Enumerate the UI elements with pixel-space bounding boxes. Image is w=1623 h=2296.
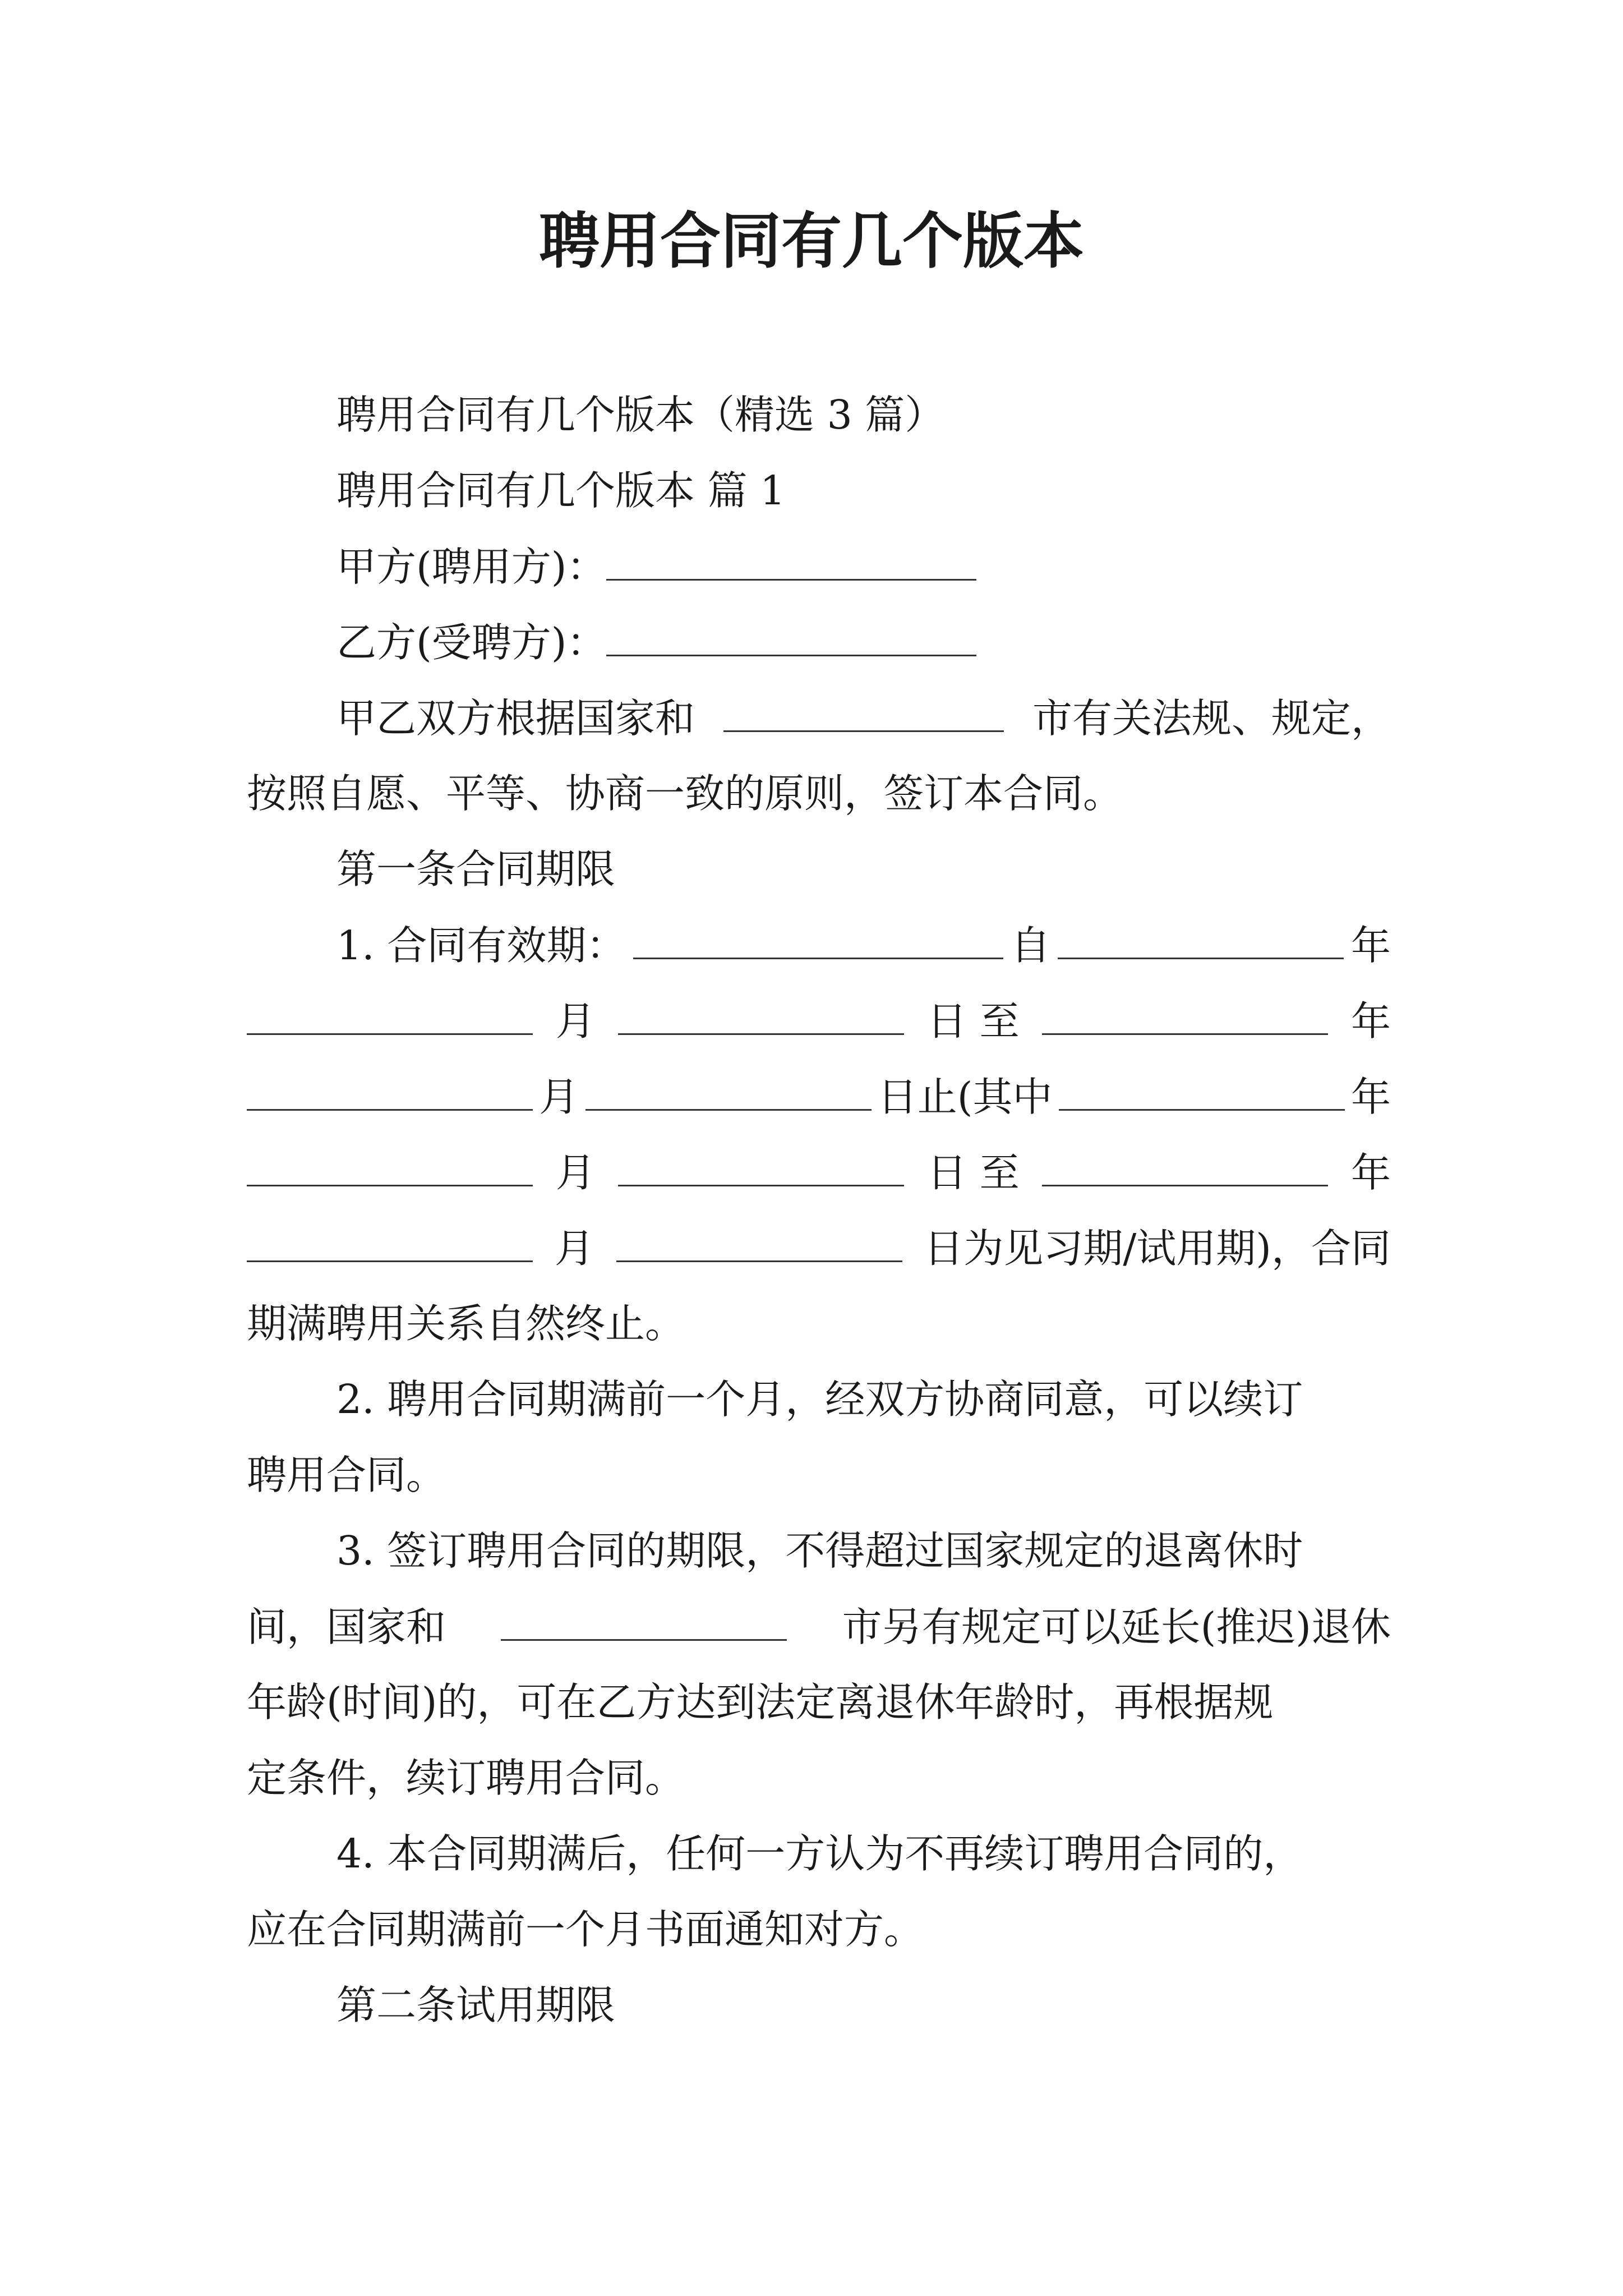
blank-field: [247, 1220, 533, 1262]
paragraph-line: 4. 本合同期满后，任何一方认为不再续订聘用合同的，: [336, 1830, 1303, 1877]
paragraph-line: [247, 1069, 1391, 1125]
paragraph-line: 2. 聘用合同期满前一个月，经双方协商同意，可以续订: [336, 1376, 1303, 1423]
blank-field: [247, 993, 533, 1035]
text: 间，国家和: [247, 1604, 446, 1650]
paragraph-line: [336, 917, 1391, 974]
text: 日止(其中: [877, 1074, 1053, 1120]
party-a-label: 甲方(聘用方)：: [336, 544, 607, 590]
blank-field: [618, 1144, 904, 1186]
paragraph-line: [247, 1220, 1391, 1277]
text: 月: [554, 1225, 594, 1272]
party-a-line: [336, 539, 1391, 595]
paragraph-line: 期满聘用关系自然终止。: [247, 1300, 685, 1347]
blank-field: [723, 690, 1004, 732]
blank-field: [616, 1220, 902, 1262]
text: 自: [1011, 922, 1051, 969]
article-heading: 第一条合同期限: [336, 846, 616, 892]
blank-field: [247, 1069, 533, 1111]
text: 日为见习期/试用期)，合同: [924, 1225, 1391, 1272]
text: 年: [1350, 922, 1391, 969]
paragraph-line: 年龄(时间)的，可在乙方达到法定离退休年龄时，再根据规: [247, 1679, 1274, 1726]
paragraph-line: [247, 1144, 1391, 1201]
blank-field: [501, 1599, 787, 1641]
blank-field: [1058, 917, 1344, 959]
blank-field: [247, 1144, 533, 1186]
blank-field: [1042, 993, 1328, 1035]
text: 1. 合同有效期：: [336, 922, 626, 969]
paragraph-line: [336, 690, 1391, 747]
text: 日 至: [927, 998, 1020, 1045]
paragraph-line: [247, 993, 1391, 1050]
blank-field: [633, 917, 1003, 959]
text: 市另有规定可以延长(推迟)退休: [842, 1604, 1391, 1650]
paragraph-line: 定条件，续订聘用合同。: [247, 1755, 685, 1801]
paragraph-line: 3. 签订聘用合同的期限，不得超过国家规定的退离休时: [336, 1527, 1303, 1574]
text: 年: [1350, 1074, 1391, 1120]
party-b-line: [336, 614, 1391, 671]
text: 市有关法规、规定，: [1032, 695, 1391, 742]
text: 甲乙双方根据国家和: [336, 695, 695, 742]
subtitle: 聘用合同有几个版本（精选 3 篇）: [336, 392, 945, 438]
article-heading: 第二条试用期限: [336, 1982, 616, 2028]
blank-field: [1042, 1144, 1328, 1186]
blank-field: [585, 1069, 872, 1111]
document-title: 聘用合同有几个版本: [538, 206, 1084, 277]
blank-field: [618, 993, 904, 1035]
section-heading: 聘用合同有几个版本 篇 1: [336, 467, 786, 514]
text: 日 至: [927, 1149, 1020, 1196]
text: 年: [1350, 1149, 1391, 1196]
paragraph-line: 按照自愿、平等、协商一致的原则，签订本合同。: [247, 770, 1123, 817]
paragraph-line: [247, 1599, 1391, 1655]
paragraph-line: 聘用合同。: [247, 1452, 446, 1498]
blank-field: [1059, 1069, 1345, 1111]
text: 月: [555, 998, 596, 1045]
text: 月: [539, 1074, 579, 1120]
text: 月: [555, 1149, 596, 1196]
paragraph-line: 应在合同期满前一个月书面通知对方。: [247, 1906, 924, 1953]
party-b-label: 乙方(受聘方)：: [336, 619, 607, 666]
blank-field: [606, 614, 976, 656]
blank-field: [606, 539, 976, 581]
text: 年: [1350, 998, 1391, 1045]
